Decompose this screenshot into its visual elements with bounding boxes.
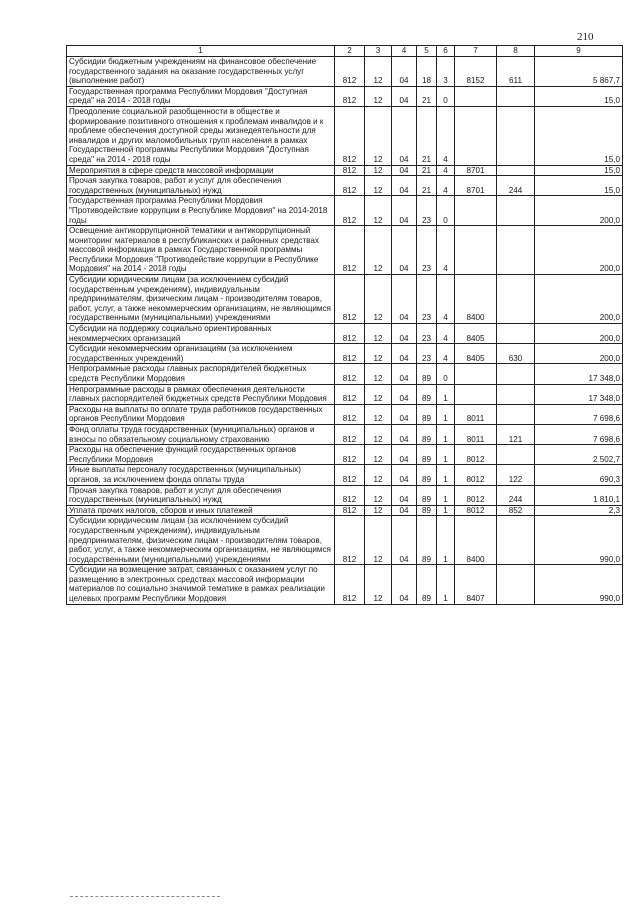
code-admin: 812 — [335, 275, 365, 324]
code-subprogram: 0 — [437, 196, 455, 226]
table-row — [67, 86, 623, 106]
code-admin: 812 — [335, 516, 365, 565]
code-direction: 8407 — [455, 565, 497, 604]
row-sum: 7 698,6 — [535, 424, 623, 444]
code-section: 12 — [365, 424, 392, 444]
row-name: Уплата прочих налогов, сборов и иных платежей — [67, 505, 335, 516]
column-header: 7 — [455, 46, 497, 57]
code-admin: 812 — [335, 226, 365, 275]
row-name: Фонд оплаты труда государственных (муниципальных) органов и взносы по обязательному социальному страхованию — [67, 424, 335, 444]
code-section: 12 — [365, 384, 392, 404]
code-expense-type — [497, 275, 535, 324]
code-program: 89 — [417, 424, 437, 444]
code-admin: 812 — [335, 106, 365, 165]
code-program: 23 — [417, 275, 437, 324]
code-admin: 812 — [335, 86, 365, 106]
code-program: 89 — [417, 565, 437, 604]
code-section: 12 — [365, 465, 392, 485]
table-row — [67, 324, 623, 344]
row-sum: 200,0 — [535, 324, 623, 344]
row-name: Государственная программа Республики Мордовия "Доступная среда" на 2014 - 2018 годы — [67, 86, 335, 106]
row-sum: 15,0 — [535, 86, 623, 106]
code-expense-type — [497, 106, 535, 165]
table-row — [67, 404, 623, 424]
row-sum: 2 502,7 — [535, 445, 623, 465]
code-direction: 8011 — [455, 404, 497, 424]
table-row — [67, 176, 623, 196]
code-subsection: 04 — [392, 106, 417, 165]
code-admin: 812 — [335, 165, 365, 176]
code-section: 12 — [365, 344, 392, 364]
code-section: 12 — [365, 196, 392, 226]
row-sum: 690,3 — [535, 465, 623, 485]
table-row — [67, 445, 623, 465]
code-section: 12 — [365, 565, 392, 604]
column-header: 4 — [392, 46, 417, 57]
code-direction: 8012 — [455, 505, 497, 516]
code-direction — [455, 196, 497, 226]
row-name: Мероприятия в сфере средств массовой информации — [67, 165, 335, 176]
table-row — [67, 275, 623, 324]
code-subsection: 04 — [392, 505, 417, 516]
code-section: 12 — [365, 106, 392, 165]
code-direction: 8152 — [455, 57, 497, 87]
page-bottom-rule — [70, 896, 220, 897]
row-sum: 15,0 — [535, 106, 623, 165]
column-header: 8 — [497, 46, 535, 57]
header-row — [67, 46, 623, 57]
code-program: 21 — [417, 106, 437, 165]
code-expense-type — [497, 324, 535, 344]
code-section: 12 — [365, 57, 392, 87]
column-header: 2 — [335, 46, 365, 57]
code-admin: 812 — [335, 404, 365, 424]
row-name: Субсидии юридическим лицам (за исключением субсидий государственным учреждениям), индивидуальным предпринимателям, физическим лицам - производителям товаров, работ, услуг, а также некоммерческим организациям, не являющимся государственными (муниципальными) учреждениями — [67, 516, 335, 565]
code-subprogram: 1 — [437, 424, 455, 444]
row-sum: 200,0 — [535, 196, 623, 226]
code-admin: 812 — [335, 384, 365, 404]
code-direction: 8400 — [455, 275, 497, 324]
code-section: 12 — [365, 86, 392, 106]
column-header: 9 — [535, 46, 623, 57]
row-sum: 990,0 — [535, 565, 623, 604]
row-name: Прочая закупка товаров, работ и услуг для обеспечения государственных (муниципальных) нужд — [67, 176, 335, 196]
table-row — [67, 226, 623, 275]
code-subprogram: 4 — [437, 165, 455, 176]
code-expense-type — [497, 86, 535, 106]
row-name: Субсидии юридическим лицам (за исключением субсидий государственным учреждениям), индивидуальным предпринимателям, физическим лицам - производителям товаров, работ, услуг, а также некоммерческим организациям, не являющимся государственными (муниципальными) учреждениями — [67, 275, 335, 324]
code-program: 21 — [417, 165, 437, 176]
code-subsection: 04 — [392, 516, 417, 565]
row-sum: 1 810,1 — [535, 485, 623, 505]
code-subprogram: 3 — [437, 57, 455, 87]
table-row — [67, 344, 623, 364]
code-program: 21 — [417, 86, 437, 106]
table-row — [67, 505, 623, 516]
row-name: Непрограммные расходы в рамках обеспечения деятельности главных распорядителей бюджетных средств Республики Мордовия — [67, 384, 335, 404]
code-subsection: 04 — [392, 465, 417, 485]
code-expense-type: 852 — [497, 505, 535, 516]
code-program: 89 — [417, 364, 437, 384]
code-subsection: 04 — [392, 445, 417, 465]
table-body — [67, 57, 623, 605]
code-expense-type — [497, 404, 535, 424]
code-subprogram: 1 — [437, 445, 455, 465]
code-section: 12 — [365, 516, 392, 565]
code-direction — [455, 86, 497, 106]
code-expense-type: 244 — [497, 485, 535, 505]
table-row — [67, 565, 623, 604]
row-sum: 200,0 — [535, 344, 623, 364]
code-expense-type: 122 — [497, 465, 535, 485]
code-direction: 8012 — [455, 485, 497, 505]
code-program: 89 — [417, 465, 437, 485]
code-program: 89 — [417, 384, 437, 404]
code-subsection: 04 — [392, 344, 417, 364]
code-subprogram: 1 — [437, 485, 455, 505]
code-subsection: 04 — [392, 565, 417, 604]
table-row — [67, 516, 623, 565]
code-admin: 812 — [335, 445, 365, 465]
row-name: Прочая закупка товаров, работ и услуг для обеспечения государственных (муниципальных) нужд — [67, 485, 335, 505]
code-section: 12 — [365, 165, 392, 176]
code-subprogram: 1 — [437, 404, 455, 424]
table-row — [67, 165, 623, 176]
code-direction: 8400 — [455, 516, 497, 565]
row-name: Субсидии бюджетным учреждениям на финансовое обеспечение государственного задания на оказание государственных услуг (выполнение работ) — [67, 57, 335, 87]
code-expense-type — [497, 226, 535, 275]
code-admin: 812 — [335, 344, 365, 364]
code-expense-type — [497, 516, 535, 565]
code-program: 23 — [417, 324, 437, 344]
code-subsection: 04 — [392, 424, 417, 444]
column-header: 1 — [67, 46, 335, 57]
code-admin: 812 — [335, 424, 365, 444]
code-direction — [455, 106, 497, 165]
table-row — [67, 485, 623, 505]
row-sum: 7 698,6 — [535, 404, 623, 424]
code-subprogram: 0 — [437, 364, 455, 384]
code-subsection: 04 — [392, 196, 417, 226]
code-expense-type: 121 — [497, 424, 535, 444]
code-subsection: 04 — [392, 86, 417, 106]
code-expense-type: 244 — [497, 176, 535, 196]
code-subprogram: 4 — [437, 226, 455, 275]
page-number: 210 — [577, 31, 594, 43]
code-program: 89 — [417, 505, 437, 516]
code-subprogram: 4 — [437, 275, 455, 324]
row-name: Субсидии на поддержку социально ориентированных некоммерческих организаций — [67, 324, 335, 344]
row-sum: 200,0 — [535, 226, 623, 275]
code-expense-type — [497, 445, 535, 465]
code-subsection: 04 — [392, 226, 417, 275]
code-admin: 812 — [335, 465, 365, 485]
code-direction: 8405 — [455, 344, 497, 364]
code-direction: 8011 — [455, 424, 497, 444]
code-subprogram: 4 — [437, 344, 455, 364]
row-sum: 15,0 — [535, 165, 623, 176]
code-direction: 8012 — [455, 445, 497, 465]
code-direction: 8012 — [455, 465, 497, 485]
column-header: 3 — [365, 46, 392, 57]
code-subsection: 04 — [392, 165, 417, 176]
column-header: 5 — [417, 46, 437, 57]
table-row — [67, 196, 623, 226]
code-subsection: 04 — [392, 57, 417, 87]
code-admin: 812 — [335, 176, 365, 196]
row-name: Субсидии некоммерческим организациям (за исключением государственных учреждений) — [67, 344, 335, 364]
code-expense-type — [497, 364, 535, 384]
code-admin: 812 — [335, 565, 365, 604]
code-section: 12 — [365, 505, 392, 516]
code-subsection: 04 — [392, 176, 417, 196]
code-direction — [455, 384, 497, 404]
code-section: 12 — [365, 445, 392, 465]
code-admin: 812 — [335, 196, 365, 226]
row-name: Иные выплаты персоналу государственных (муниципальных) органов, за исключением фонда оплаты труда — [67, 465, 335, 485]
table-row — [67, 57, 623, 87]
row-sum: 990,0 — [535, 516, 623, 565]
table-row — [67, 106, 623, 165]
table-row — [67, 465, 623, 485]
code-expense-type: 611 — [497, 57, 535, 87]
table-row — [67, 364, 623, 384]
code-subprogram: 4 — [437, 324, 455, 344]
row-name: Субсидии на возмещение затрат, связанных с оказанием услуг по размещению в электронных средствах массовой информации материалов по социально значимой тематике в рамках реализации целевых программ Республики Мордовия — [67, 565, 335, 604]
code-direction: 8701 — [455, 176, 497, 196]
row-name: Непрограммные расходы главных распорядителей бюджетных средств Республики Мордовия — [67, 364, 335, 384]
row-name: Расходы на выплаты по оплате труда работников государственных органов Республики Мордовия — [67, 404, 335, 424]
code-program: 23 — [417, 196, 437, 226]
code-program: 23 — [417, 226, 437, 275]
code-subprogram: 4 — [437, 176, 455, 196]
code-section: 12 — [365, 485, 392, 505]
code-subprogram: 1 — [437, 516, 455, 565]
code-section: 12 — [365, 404, 392, 424]
code-subsection: 04 — [392, 275, 417, 324]
code-program: 23 — [417, 344, 437, 364]
code-direction: 8405 — [455, 324, 497, 344]
row-sum: 5 867,7 — [535, 57, 623, 87]
code-subprogram: 0 — [437, 86, 455, 106]
code-admin: 812 — [335, 57, 365, 87]
code-program: 89 — [417, 485, 437, 505]
code-direction: 8701 — [455, 165, 497, 176]
code-admin: 812 — [335, 485, 365, 505]
code-subprogram: 4 — [437, 106, 455, 165]
row-sum: 2,3 — [535, 505, 623, 516]
table-row — [67, 384, 623, 404]
row-sum: 17 348,0 — [535, 384, 623, 404]
code-direction — [455, 226, 497, 275]
row-name: Расходы на обеспечение функций государственных органов Республики Мордовия — [67, 445, 335, 465]
code-direction — [455, 364, 497, 384]
code-section: 12 — [365, 226, 392, 275]
code-subprogram: 1 — [437, 565, 455, 604]
code-expense-type: 630 — [497, 344, 535, 364]
budget-table — [66, 45, 623, 605]
row-sum: 200,0 — [535, 275, 623, 324]
table-row — [67, 424, 623, 444]
code-expense-type — [497, 565, 535, 604]
code-subprogram: 1 — [437, 384, 455, 404]
code-expense-type — [497, 384, 535, 404]
code-section: 12 — [365, 364, 392, 384]
code-admin: 812 — [335, 324, 365, 344]
code-expense-type — [497, 165, 535, 176]
code-admin: 812 — [335, 505, 365, 516]
code-subsection: 04 — [392, 404, 417, 424]
code-section: 12 — [365, 176, 392, 196]
code-program: 89 — [417, 404, 437, 424]
code-expense-type — [497, 196, 535, 226]
code-admin: 812 — [335, 364, 365, 384]
code-section: 12 — [365, 275, 392, 324]
code-subprogram: 1 — [437, 505, 455, 516]
code-program: 21 — [417, 176, 437, 196]
code-subprogram: 1 — [437, 465, 455, 485]
code-program: 89 — [417, 516, 437, 565]
row-sum: 17 348,0 — [535, 364, 623, 384]
code-subsection: 04 — [392, 324, 417, 344]
code-subsection: 04 — [392, 384, 417, 404]
column-header: 6 — [437, 46, 455, 57]
row-name: Освещение антикоррупционной тематики и антикоррупционный мониторинг материалов в республиканских и районных средствах массовой информации в рамках Государственной программы Республики Мордовия "Противодействие коррупции в Республике Мордовия" на 2014 - 2018 годы — [67, 226, 335, 275]
code-program: 18 — [417, 57, 437, 87]
row-name: Государственная программа Республики Мордовия "Противодействие коррупции в Республике Мордовия" на 2014-2018 годы — [67, 196, 335, 226]
code-program: 89 — [417, 445, 437, 465]
code-section: 12 — [365, 324, 392, 344]
row-sum: 15,0 — [535, 176, 623, 196]
code-subsection: 04 — [392, 364, 417, 384]
row-name: Преодоление социальной разобщенности в обществе и формирование позитивного отношения к проблемам инвалидов и к проблеме обеспечения доступной среды жизнедеятельности для инвалидов и других маломобильных групп населения в рамках Государственной программы Республики Мордовия "Доступная среда" на 2014 - 2018 годы — [67, 106, 335, 165]
code-subsection: 04 — [392, 485, 417, 505]
